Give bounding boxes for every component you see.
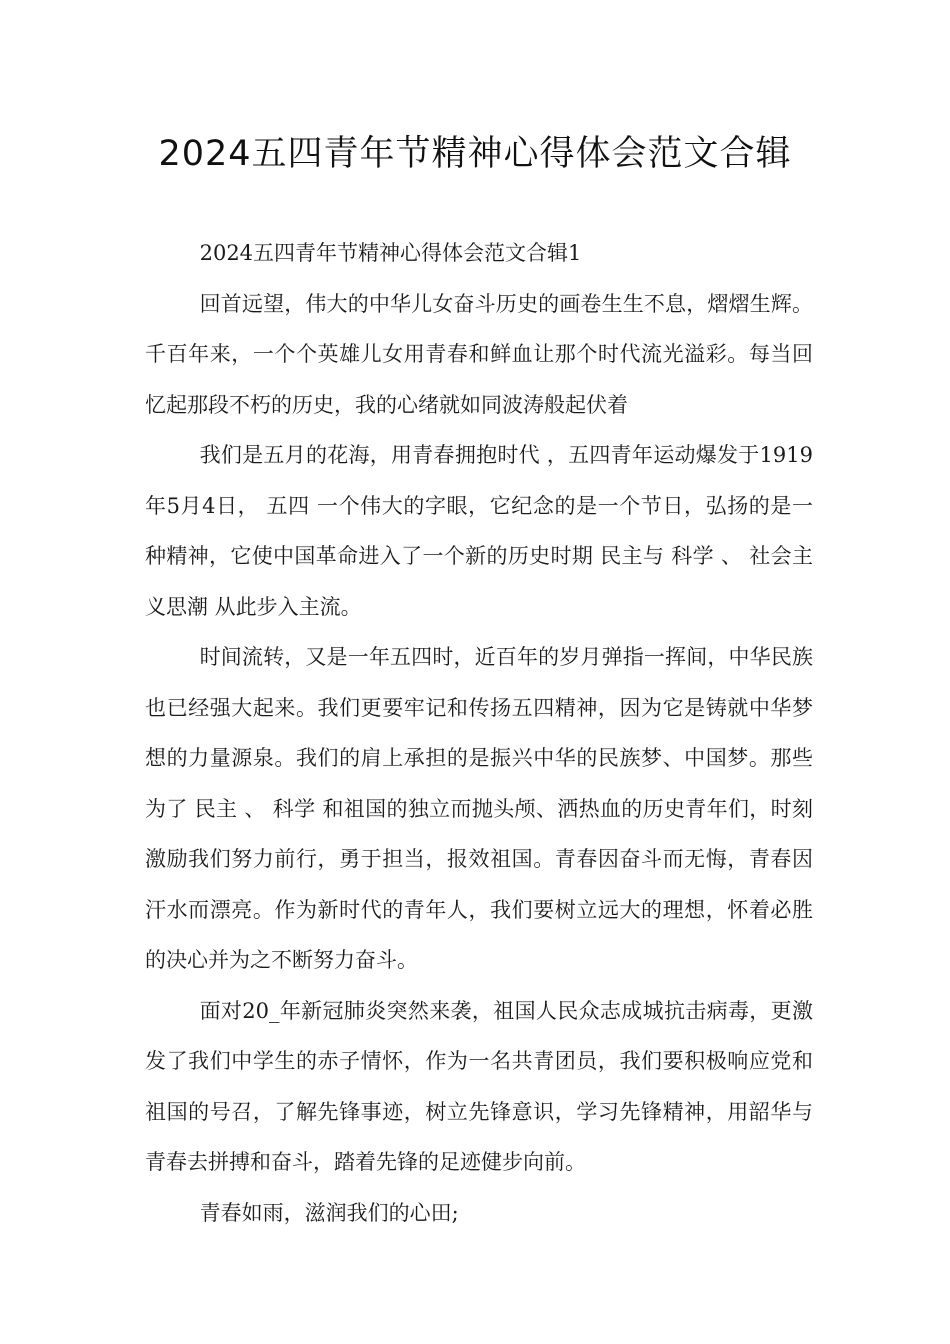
document-body (145, 228, 813, 1238)
paragraph: 青春如雨，滋润我们的心田; (199, 1200, 459, 1225)
paragraph: 回首远望，伟大的中华儿女奋斗历史的画卷生生不息，熠熠生辉。千百年来，一个个英雄儿女用青春和鲜血让那个时代流光溢彩。每当回忆起那段不朽的历史，我的心绪就如同波涛般起伏着 (145, 291, 813, 417)
paragraph-subtitle: 2024五四青年节精神心得体会范文合辑1 (199, 241, 582, 265)
paragraph: 时间流转，又是一年五四时，近百年的岁月弹指一挥间，中华民族也已经强大起来。我们更要牢记和传扬五四精神，因为它是铸就中华梦想的力量源泉。我们的肩上承担的是振兴中华的民族梦、中国梦。那些为了 民主 、 科学 和祖国的独立而抛头颅、洒热血的历史青年们，时刻激励我们努力前行，勇于担当，报效祖国。青春因奋斗而无悔，青春因汗水而漂亮。作为新时代的青年人，我们要树立远大的理想，怀着必胜的决心并为之不断努力奋斗。 (145, 645, 813, 972)
paragraph: 我们是五月的花海，用青春拥抱时代 ，五四青年运动爆发于1919年5月4日， 五四 一个伟大的字眼，它纪念的是一个节日，弘扬的是一种精神，它使中国革命进入了一个新的历史时期 民主与 科学 、 社会主义思潮 从此步入主流。 (145, 443, 813, 619)
document-title: 2024五四青年节精神心得体会范文合辑 (158, 134, 792, 174)
paragraph: 面对20_年新冠肺炎突然来袭，祖国人民众志成城抗击病毒，更激发了我们中学生的赤子情怀，作为一名共青团员，我们要积极响应党和祖国的号召，了解先锋事迹，树立先锋意识，学习先锋精神，用韶华与青春去拼搏和奋斗，踏着先锋的足迹健步向前。 (145, 998, 813, 1174)
